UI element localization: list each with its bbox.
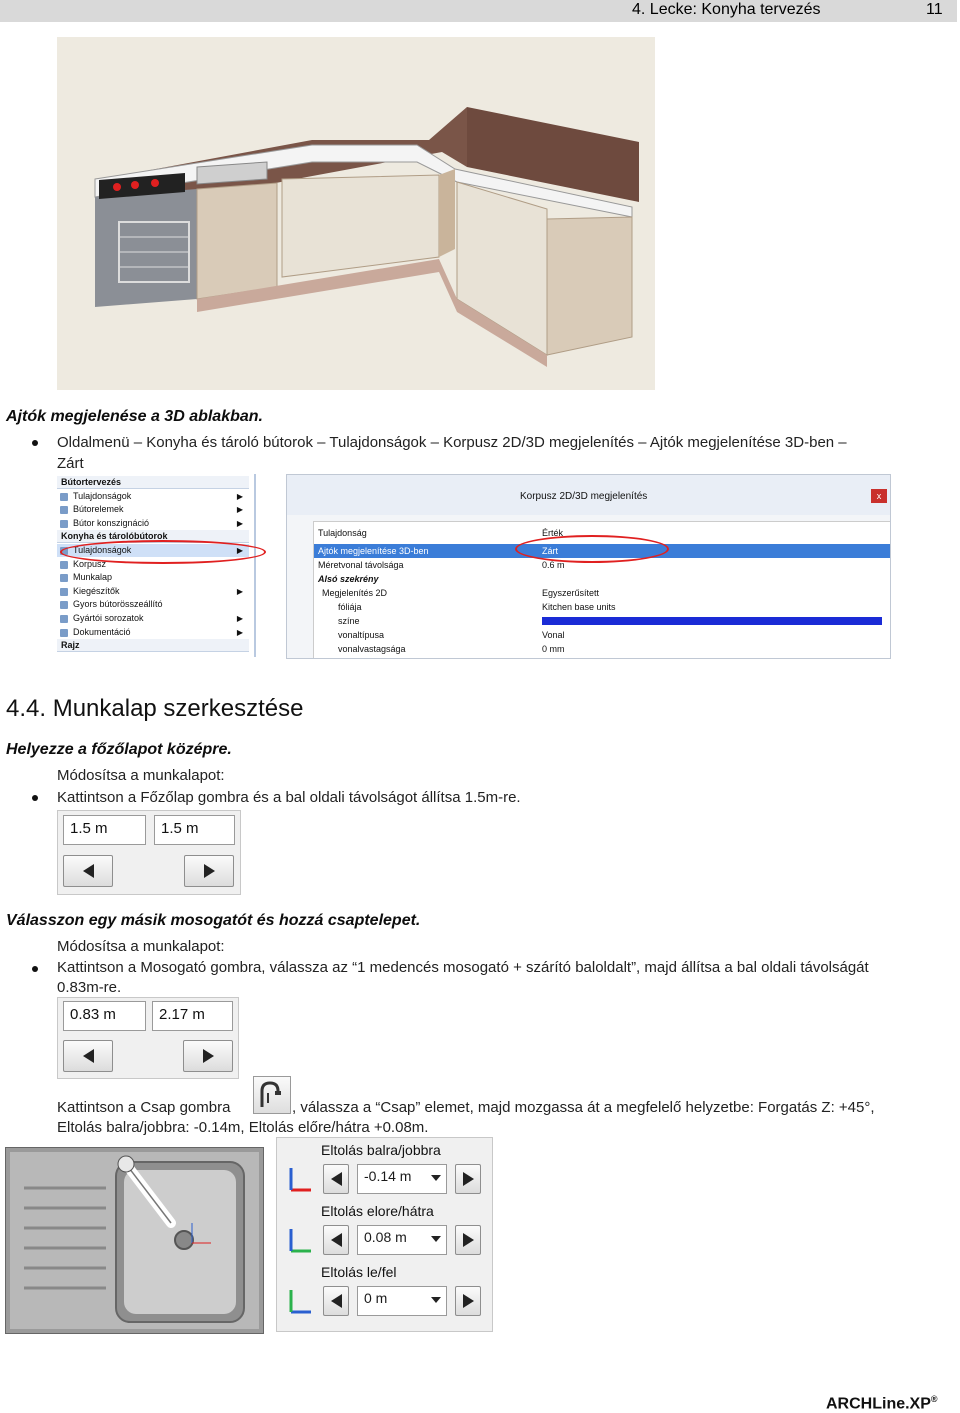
brand-name: ARCHLine.XP: [826, 1395, 931, 1413]
menu-item[interactable]: [57, 612, 249, 625]
offset-dropdown[interactable]: [357, 1286, 447, 1316]
menu-item[interactable]: [57, 585, 249, 598]
submenu-arrow-icon: ▶: [236, 505, 243, 515]
color-swatch: [542, 617, 882, 625]
submenu-arrow-icon: ▶: [236, 518, 243, 528]
menu-item-icon: [60, 506, 68, 514]
decrease-button[interactable]: [323, 1164, 349, 1194]
menu-item-icon: [60, 561, 68, 569]
offset-label: Eltolás le/fel: [321, 1264, 397, 1280]
offset-dropdown[interactable]: [357, 1164, 447, 1194]
increase-button[interactable]: [455, 1286, 481, 1316]
arrow-right-icon: [463, 1233, 474, 1247]
menu-item-label: Bútorelemek: [73, 504, 124, 515]
axis-icon: [285, 1225, 315, 1255]
arrow-right-icon: [463, 1172, 474, 1186]
property-name: színe: [338, 616, 360, 626]
arrow-left-icon: [331, 1172, 342, 1186]
property-row[interactable]: [314, 600, 891, 614]
property-row[interactable]: [314, 614, 891, 628]
menu-item-label: Tulajdonságok: [73, 490, 132, 501]
arrow-left-icon: [83, 864, 94, 878]
dropdown-arrow-icon: [431, 1236, 441, 1242]
menu-item[interactable]: [57, 598, 249, 611]
instruction-text: Kattintson a Mosogató gombra, válassza az “1 medencés mosogató + szárító baloldalt”, majd állítsa a bal oldali távolságát: [57, 959, 869, 976]
left-distance-field[interactable]: 1.5 m: [63, 815, 146, 845]
menu-item-icon: [60, 520, 68, 528]
arrow-right-icon: [463, 1294, 474, 1308]
increase-button[interactable]: [455, 1164, 481, 1194]
submenu-arrow-icon: ▶: [236, 627, 243, 637]
decrease-button[interactable]: [323, 1286, 349, 1316]
menu-item[interactable]: [57, 626, 249, 639]
faucet-button-icon[interactable]: [253, 1076, 291, 1114]
arrow-left-icon: [331, 1294, 342, 1308]
arrow-right-icon: [204, 864, 215, 878]
submenu-arrow-icon: ▶: [236, 586, 243, 596]
menu-item-label: Bútortervezés: [61, 477, 122, 487]
menu-item-label: Tulajdonságok: [73, 545, 132, 555]
offset-label: Eltolás elore/hátra: [321, 1203, 434, 1219]
menu-item-icon: [60, 574, 68, 582]
property-value: Zárt: [542, 546, 559, 556]
properties-dialog: [286, 474, 891, 659]
submenu-arrow-icon: ▶: [236, 614, 243, 623]
arrow-left-icon: [83, 1049, 94, 1063]
offset-panel: [276, 1137, 493, 1332]
left-distance-field[interactable]: 0.83 m: [63, 1001, 146, 1031]
dropdown-arrow-icon: [431, 1175, 441, 1181]
offset-label: Eltolás balra/jobbra: [321, 1142, 441, 1158]
submenu-arrow-icon: ▶: [236, 546, 243, 555]
menu-item-label: Rajz: [61, 640, 80, 651]
bullet-dot: [32, 440, 38, 446]
instruction-text-cont: 0.83m-re.: [57, 979, 122, 996]
property-name: Alsó szekrény: [318, 574, 379, 584]
instruction-text-cont: , válassza a “Csap” elemet, majd mozgassa át a megfelelő helyzetbe: Forgatás Z: +45°,: [292, 1099, 875, 1116]
arrow-left-icon: [331, 1233, 342, 1247]
increase-button[interactable]: [455, 1225, 481, 1255]
menu-item[interactable]: [57, 517, 249, 530]
move-right-button[interactable]: [183, 1040, 233, 1072]
cooktop-distance-panel: [57, 810, 241, 895]
caption-cooktop: Helyezze a főzőlapot középre.: [6, 741, 232, 758]
move-right-button[interactable]: [184, 855, 234, 887]
decrease-button[interactable]: [323, 1225, 349, 1255]
column-header-property: Tulajdonság: [318, 528, 367, 538]
property-row[interactable]: [314, 586, 891, 600]
instruction-text-cont: Zárt: [57, 455, 84, 472]
property-name: fóliája: [338, 602, 362, 612]
registered-mark: ®: [930, 1394, 938, 1404]
menu-item-label: Korpusz: [73, 558, 107, 569]
axis-icon: [285, 1164, 315, 1194]
menu-item-icon: [60, 615, 68, 623]
submenu-arrow-icon: ▶: [236, 491, 243, 501]
menu-item-label: Gyors bútorösszeállító: [73, 599, 163, 610]
red-highlight-ellipse: [60, 540, 266, 564]
kitchen-3d-render: [57, 37, 655, 390]
menu-item[interactable]: [57, 503, 249, 516]
property-row[interactable]: [314, 572, 891, 586]
instruction-text: Oldalmenü – Konyha és tároló bútorok – Tulajdonságok – Korpusz 2D/3D megjelenítés – Ajtók megjelenítése 3D-ben –: [57, 434, 847, 451]
property-value: Egyszerűsített: [542, 588, 600, 598]
property-name: Ajtók megjelenítése 3D-ben: [318, 546, 429, 556]
dialog-close-button[interactable]: x: [871, 489, 887, 503]
dialog-title: Korpusz 2D/3D megjelenítés: [520, 491, 648, 502]
menu-item-label: Kiegészítők: [73, 585, 120, 596]
property-value: 0.6 m: [542, 560, 565, 570]
menu-section-header: [57, 476, 249, 489]
property-name: vonalvastagsága: [338, 644, 406, 654]
page-header-title: 4. Lecke: Konyha tervezés: [632, 1, 821, 18]
side-menu-screenshot: [57, 474, 256, 657]
offset-value: 0 m: [364, 1290, 388, 1306]
property-name: Méretvonal távolsága: [318, 560, 404, 570]
page-number: 11: [926, 1, 943, 18]
intro-text: Módosítsa a munkalapot:: [57, 767, 225, 784]
sink-distance-panel: [57, 997, 239, 1079]
instruction-text: Kattintson a Csap gombra: [57, 1099, 231, 1116]
property-name: vonaltípusa: [338, 630, 385, 640]
menu-item[interactable]: [57, 571, 249, 584]
caption-sink: Válasszon egy másik mosogatót és hozzá csaptelepet.: [6, 912, 421, 929]
instruction-text: Kattintson a Főzőlap gombra és a bal oldali távolságot állítsa 1.5m-re.: [57, 789, 521, 806]
menu-item-icon: [60, 588, 68, 596]
menu-item-label: Konyha és tárolóbútorok: [61, 531, 168, 542]
sink-top-view-image: [5, 1147, 264, 1334]
menu-item-label: Gyártói sorozatok: [73, 613, 144, 623]
property-row[interactable]: [314, 628, 891, 642]
menu-item-label: Bútor konszignáció: [73, 517, 150, 528]
column-header-value: Érték: [542, 528, 564, 538]
section-heading: 4.4. Munkalap szerkesztése: [6, 695, 304, 722]
dropdown-arrow-icon: [431, 1297, 441, 1303]
right-distance-field[interactable]: 2.17 m: [152, 1001, 233, 1031]
bullet-dot: [32, 966, 38, 972]
menu-item-icon: [60, 493, 68, 501]
menu-item-icon: [60, 601, 68, 609]
bullet-dot: [32, 795, 38, 801]
property-row[interactable]: [314, 642, 891, 656]
move-left-button[interactable]: [63, 855, 113, 887]
intro-text: Módosítsa a munkalapot:: [57, 938, 225, 955]
menu-item-label: Munkalap: [73, 572, 113, 583]
red-highlight-ellipse-value: [515, 535, 669, 563]
instruction-text-cont2: Eltolás balra/jobbra: -0.14m, Eltolás előre/hátra +0.08m.: [57, 1119, 429, 1136]
menu-item[interactable]: [57, 490, 249, 503]
footer-brand: [826, 1394, 938, 1413]
offset-dropdown[interactable]: [357, 1225, 447, 1255]
offset-value: -0.14 m: [364, 1168, 412, 1184]
property-value: Kitchen base units: [542, 602, 616, 612]
menu-item-label: Dokumentáció: [73, 626, 131, 637]
property-name: Megjelenítés 2D: [322, 588, 388, 598]
property-value: Vonal: [542, 630, 565, 640]
caption-doors-3d: Ajtók megjelenése a 3D ablakban.: [6, 408, 263, 425]
offset-value: 0.08 m: [364, 1229, 407, 1245]
menu-item-icon: [60, 629, 68, 637]
arrow-right-icon: [203, 1049, 214, 1063]
axis-icon: [285, 1286, 315, 1316]
menu-section-header: [57, 639, 249, 652]
property-value: 0 mm: [542, 644, 565, 654]
move-left-button[interactable]: [63, 1040, 113, 1072]
right-distance-field[interactable]: 1.5 m: [154, 815, 235, 845]
